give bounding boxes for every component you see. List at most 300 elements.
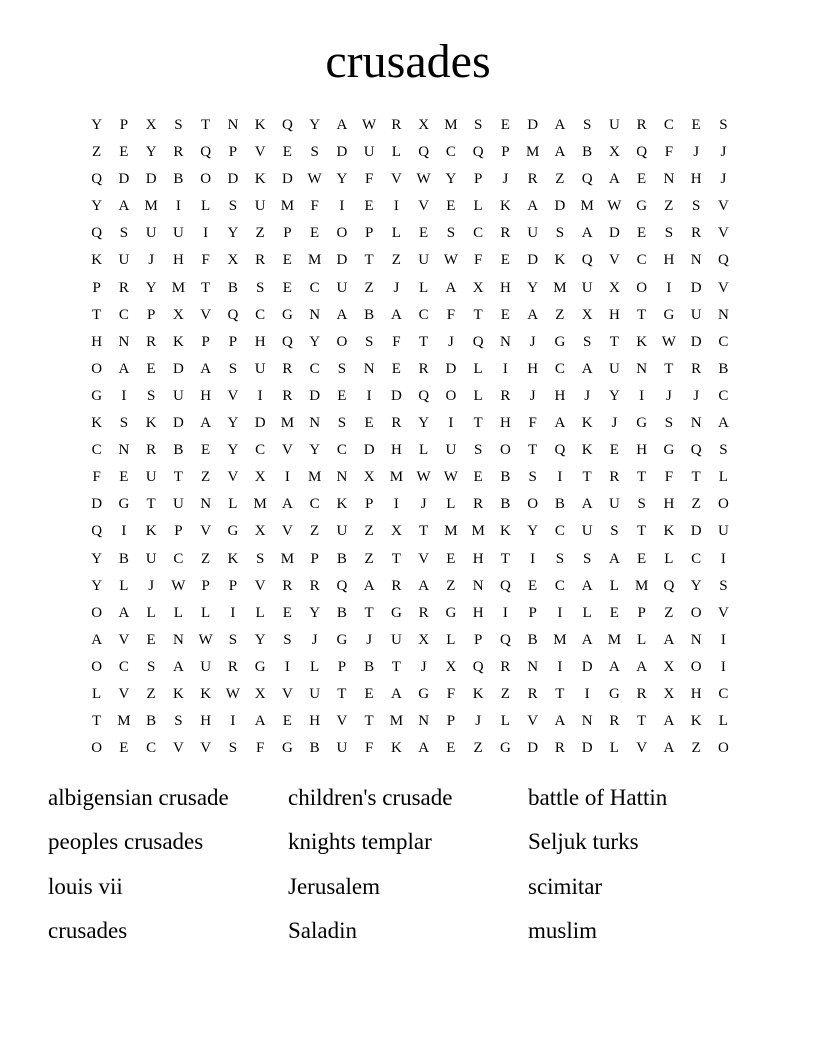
- grid-letter: I: [203, 225, 209, 242]
- word-list-item: knights templar: [288, 829, 432, 855]
- grid-letter: W: [225, 685, 240, 702]
- grid-letter: Q: [336, 577, 348, 594]
- grid-letter: I: [448, 415, 454, 432]
- grid-letter: A: [608, 658, 620, 675]
- grid-letter: E: [609, 604, 619, 621]
- grid-letter: P: [446, 713, 456, 730]
- grid-letter: A: [336, 306, 348, 323]
- grid-letter: O: [690, 658, 702, 675]
- grid-letter: L: [473, 360, 483, 377]
- grid-letter: X: [254, 469, 266, 486]
- grid-letter: N: [309, 306, 321, 323]
- grid-letter: Y: [690, 577, 702, 594]
- grid-letter: N: [363, 360, 375, 377]
- grid-letter: M: [307, 252, 322, 269]
- grid-letter: E: [337, 387, 347, 404]
- grid-letter: Z: [364, 279, 374, 296]
- grid-letter: L: [146, 604, 156, 621]
- grid-letter: G: [499, 740, 511, 757]
- grid-letter: M: [553, 631, 567, 648]
- grid-letter: S: [446, 225, 456, 242]
- grid-letter: P: [201, 577, 210, 594]
- grid-letter: V: [200, 523, 212, 540]
- grid-letter: T: [201, 279, 211, 296]
- grid-letter: A: [390, 306, 402, 323]
- grid-letter: Y: [527, 523, 539, 540]
- grid-letter: R: [282, 387, 293, 404]
- grid-letter: V: [172, 740, 184, 757]
- grid-letter: Q: [690, 442, 702, 459]
- grid-letter: N: [172, 631, 184, 648]
- grid-letter: C: [718, 387, 729, 404]
- grid-letter: S: [637, 496, 646, 513]
- grid-letter: T: [500, 550, 510, 567]
- grid-letter: X: [663, 658, 675, 675]
- grid-letter: T: [473, 306, 483, 323]
- grid-letter: A: [608, 171, 620, 188]
- grid-letter: B: [227, 279, 238, 296]
- grid-letter: V: [527, 713, 539, 730]
- grid-letter: F: [446, 306, 456, 323]
- grid-letter: G: [636, 198, 648, 215]
- grid-letter: R: [554, 740, 565, 757]
- grid-letter: S: [691, 198, 701, 215]
- grid-letter: Z: [691, 740, 701, 757]
- grid-letter: U: [145, 225, 157, 242]
- grid-letter: T: [92, 713, 102, 730]
- grid-letter: B: [582, 144, 593, 161]
- grid-letter: D: [445, 360, 457, 377]
- grid-letter: M: [634, 577, 649, 594]
- grid-letter: L: [201, 198, 211, 215]
- grid-letter: A: [663, 631, 675, 648]
- grid-letter: N: [200, 496, 212, 513]
- grid-letter: I: [257, 387, 263, 404]
- grid-letter: P: [364, 496, 374, 513]
- grid-letter: E: [500, 117, 510, 133]
- grid-letter: U: [608, 496, 620, 513]
- grid-letter: L: [255, 604, 265, 621]
- grid-letter: V: [418, 550, 430, 567]
- grid-letter: M: [525, 144, 540, 161]
- grid-letter: U: [145, 469, 157, 486]
- grid-letter: F: [392, 333, 401, 350]
- grid-letter: V: [717, 198, 729, 215]
- grid-letter: W: [443, 469, 458, 486]
- grid-letter: B: [500, 469, 511, 486]
- grid-letter: S: [228, 360, 238, 377]
- grid-letter: I: [121, 387, 127, 404]
- grid-letter: D: [309, 387, 321, 404]
- grid-letter: T: [609, 333, 619, 350]
- grid-letter: A: [281, 496, 293, 513]
- grid-letter: M: [280, 415, 295, 432]
- grid-letter: D: [690, 279, 702, 296]
- grid-letter: X: [145, 117, 157, 133]
- grid-letter: U: [527, 225, 539, 242]
- grid-letter: N: [527, 658, 539, 675]
- grid-letter: B: [118, 550, 129, 567]
- grid-letter: U: [336, 279, 348, 296]
- grid-letter: M: [580, 198, 594, 215]
- grid-letter: Q: [472, 333, 484, 350]
- grid-letter: C: [255, 306, 266, 323]
- page-title: crusades: [325, 35, 491, 88]
- grid-letter: F: [664, 144, 674, 161]
- grid-letter: O: [336, 225, 348, 242]
- grid-letter: N: [690, 252, 702, 269]
- grid-letter: V: [281, 685, 293, 702]
- grid-letter: Q: [499, 577, 511, 594]
- grid-letter: E: [282, 144, 292, 161]
- grid-letter: H: [636, 442, 648, 459]
- grid-letter: C: [718, 685, 729, 702]
- grid-letter: O: [636, 279, 648, 296]
- grid-letter: G: [445, 604, 457, 621]
- grid-letter: I: [502, 604, 508, 621]
- grid-letter: N: [663, 171, 675, 188]
- grid-letter: V: [118, 631, 130, 648]
- grid-letter: S: [228, 198, 238, 215]
- grid-letter: F: [310, 198, 319, 215]
- grid-letter: L: [446, 631, 456, 648]
- grid-letter: P: [637, 604, 646, 621]
- grid-letter: C: [554, 523, 565, 540]
- grid-letter: E: [282, 252, 292, 269]
- grid-letter: X: [227, 252, 239, 269]
- grid-letter: E: [146, 360, 156, 377]
- grid-letter: S: [337, 415, 347, 432]
- grid-letter: E: [691, 117, 701, 133]
- grid-letter: H: [91, 333, 103, 350]
- grid-letter: Y: [91, 550, 103, 567]
- grid-letter: U: [254, 360, 266, 377]
- grid-letter: B: [527, 631, 538, 648]
- grid-letter: T: [391, 550, 401, 567]
- grid-letter: R: [691, 225, 702, 242]
- grid-letter: C: [173, 550, 184, 567]
- grid-letter: Z: [201, 550, 211, 567]
- grid-letter: R: [500, 658, 511, 675]
- grid-letter: V: [254, 144, 266, 161]
- word-list-item: muslim: [528, 917, 598, 943]
- grid-letter: A: [172, 658, 184, 675]
- grid-letter: K: [581, 442, 593, 459]
- grid-letter: B: [336, 550, 347, 567]
- grid-letter: E: [473, 469, 483, 486]
- grid-letter: I: [366, 387, 372, 404]
- grid-letter: Y: [309, 442, 321, 459]
- grid-letter: Y: [91, 198, 103, 215]
- grid-letter: H: [309, 713, 321, 730]
- grid-letter: H: [200, 387, 212, 404]
- grid-letter: P: [473, 171, 483, 188]
- grid-letter: J: [148, 577, 155, 594]
- grid-letter: K: [91, 252, 103, 269]
- grid-letter: P: [473, 631, 483, 648]
- grid-letter: M: [307, 469, 322, 486]
- word-list: [48, 776, 768, 953]
- grid-letter: S: [310, 144, 319, 161]
- grid-letter: F: [528, 415, 537, 432]
- grid-letter: Z: [146, 685, 156, 702]
- grid-letter: U: [172, 387, 184, 404]
- grid-letter: A: [581, 225, 593, 242]
- grid-letter: I: [557, 469, 563, 486]
- grid-letter: W: [307, 171, 322, 188]
- grid-letter: Q: [717, 252, 729, 269]
- grid-letter: D: [608, 225, 620, 242]
- grid-letter: E: [364, 198, 374, 215]
- grid-letter: Q: [554, 442, 566, 459]
- grid-letter: L: [119, 577, 129, 594]
- grid-letter: X: [445, 658, 457, 675]
- grid-letter: O: [690, 604, 702, 621]
- grid-letter: L: [310, 658, 320, 675]
- grid-letter: L: [473, 387, 483, 404]
- grid-letter: Q: [581, 252, 593, 269]
- grid-letter: V: [200, 740, 212, 757]
- grid-letter: U: [363, 144, 375, 161]
- grid-letter: K: [254, 117, 266, 133]
- grid-letter: J: [502, 171, 509, 188]
- grid-letter: U: [390, 631, 402, 648]
- grid-letter: L: [228, 496, 238, 513]
- grid-letter: A: [118, 360, 130, 377]
- grid-letter: A: [254, 713, 266, 730]
- grid-letter: T: [555, 685, 565, 702]
- grid-letter: U: [445, 442, 457, 459]
- grid-letter: L: [609, 577, 619, 594]
- grid-letter: T: [337, 685, 347, 702]
- grid-letter: R: [227, 658, 238, 675]
- grid-letter: M: [117, 713, 131, 730]
- grid-letter: N: [118, 333, 130, 350]
- grid-letter: R: [146, 442, 157, 459]
- grid-letter: M: [171, 279, 186, 296]
- grid-letter: K: [636, 333, 648, 350]
- grid-letter: F: [255, 740, 265, 757]
- grid-letter: A: [554, 415, 566, 432]
- grid-letter: S: [337, 360, 347, 377]
- grid-letter: M: [553, 279, 567, 296]
- grid-letter: Z: [92, 144, 102, 161]
- grid-letter: J: [148, 252, 155, 269]
- grid-letter: V: [717, 279, 729, 296]
- grid-letter: K: [336, 496, 348, 513]
- grid-letter: B: [364, 306, 375, 323]
- grid-letter: Q: [91, 225, 103, 242]
- grid-letter: I: [230, 713, 236, 730]
- grid-letter: N: [636, 360, 648, 377]
- grid-letter: I: [284, 658, 290, 675]
- grid-letter: E: [364, 415, 374, 432]
- grid-letter: E: [146, 631, 156, 648]
- grid-letter: P: [337, 658, 347, 675]
- grid-letter: D: [527, 117, 539, 133]
- grid-letter: V: [281, 442, 293, 459]
- grid-letter: Z: [364, 523, 374, 540]
- grid-letter: J: [529, 387, 536, 404]
- grid-letter: Y: [91, 117, 103, 133]
- grid-letter: Q: [227, 306, 239, 323]
- grid-letter: V: [390, 171, 402, 188]
- grid-letter: L: [92, 685, 102, 702]
- grid-letter: C: [146, 740, 157, 757]
- grid-letter: C: [309, 360, 320, 377]
- grid-letter: D: [363, 442, 375, 459]
- grid-letter: R: [255, 252, 266, 269]
- grid-letter: A: [91, 631, 103, 648]
- grid-letter: D: [172, 360, 184, 377]
- grid-letter: U: [581, 279, 593, 296]
- grid-letter: J: [447, 333, 454, 350]
- grid-letter: W: [362, 117, 377, 133]
- grid-letter: U: [581, 523, 593, 540]
- grid-letter: B: [500, 496, 511, 513]
- grid-letter: X: [254, 523, 266, 540]
- grid-letter: Q: [91, 523, 103, 540]
- grid-letter: S: [228, 740, 238, 757]
- grid-letter: E: [282, 604, 292, 621]
- grid-letter: U: [254, 198, 266, 215]
- grid-letter: R: [418, 360, 429, 377]
- grid-letter: R: [146, 333, 157, 350]
- grid-letter: H: [690, 685, 702, 702]
- grid-letter: Q: [472, 658, 484, 675]
- grid-letter: H: [554, 387, 566, 404]
- grid-letter: T: [637, 306, 647, 323]
- grid-letter: N: [717, 306, 729, 323]
- grid-letter: Q: [499, 631, 511, 648]
- grid-letter: L: [718, 469, 728, 486]
- word-list-item: Jerusalem: [288, 873, 380, 899]
- grid-letter: D: [91, 496, 103, 513]
- grid-letter: W: [661, 333, 676, 350]
- grid-letter: T: [637, 523, 647, 540]
- grid-letter: X: [172, 306, 184, 323]
- grid-letter: C: [418, 306, 429, 323]
- grid-letter: K: [200, 685, 212, 702]
- grid-letter: N: [690, 415, 702, 432]
- grid-letter: J: [311, 631, 318, 648]
- grid-letter: Z: [664, 604, 674, 621]
- grid-letter: E: [282, 279, 292, 296]
- grid-letter: G: [91, 387, 103, 404]
- word-list-item: battle of Hattin: [528, 785, 668, 810]
- grid-letter: Y: [309, 333, 321, 350]
- grid-letter: P: [92, 279, 101, 296]
- grid-letter: G: [281, 740, 293, 757]
- grid-letter: T: [391, 658, 401, 675]
- grid-letter: J: [665, 387, 672, 404]
- grid-letter: D: [527, 252, 539, 269]
- grid-letter: Z: [364, 550, 374, 567]
- grid-letter: X: [663, 685, 675, 702]
- grid-letter: A: [527, 306, 539, 323]
- grid-letter: U: [336, 523, 348, 540]
- grid-letter: T: [146, 496, 156, 513]
- grid-letter: C: [473, 225, 484, 242]
- grid-letter: X: [254, 685, 266, 702]
- grid-letter: V: [118, 685, 130, 702]
- grid-letter: X: [363, 469, 375, 486]
- grid-letter: D: [172, 415, 184, 432]
- grid-letter: E: [637, 550, 647, 567]
- grid-letter: U: [608, 117, 620, 133]
- grid-letter: A: [445, 279, 457, 296]
- grid-letter: V: [254, 577, 266, 594]
- grid-letter: H: [172, 252, 184, 269]
- grid-letter: L: [582, 604, 592, 621]
- grid-letter: C: [718, 333, 729, 350]
- grid-letter: O: [527, 496, 539, 513]
- grid-letter: C: [445, 144, 456, 161]
- grid-letter: I: [639, 387, 645, 404]
- grid-letter: U: [145, 550, 157, 567]
- grid-letter: J: [720, 144, 727, 161]
- grid-letter: M: [607, 631, 622, 648]
- grid-letter: U: [309, 685, 321, 702]
- grid-letter: D: [581, 740, 593, 757]
- grid-letter: N: [309, 415, 321, 432]
- grid-letter: A: [363, 577, 375, 594]
- grid-letter: Q: [281, 117, 293, 133]
- grid-letter: E: [637, 171, 647, 188]
- grid-letter: Y: [91, 577, 103, 594]
- grid-letter: E: [119, 740, 129, 757]
- grid-letter: Y: [418, 415, 430, 432]
- grid-letter: Y: [254, 631, 266, 648]
- grid-letter: F: [364, 740, 374, 757]
- grid-letter: L: [419, 442, 429, 459]
- grid-letter: Y: [227, 415, 239, 432]
- grid-letter: R: [173, 144, 184, 161]
- grid-letter: D: [281, 171, 293, 188]
- grid-letter: T: [173, 469, 183, 486]
- grid-letter: H: [472, 604, 484, 621]
- grid-letter: Y: [309, 117, 321, 133]
- grid-letter: B: [718, 360, 729, 377]
- grid-letter: D: [254, 415, 266, 432]
- grid-letter: S: [664, 225, 674, 242]
- grid-letter: K: [145, 415, 157, 432]
- grid-letter: C: [309, 496, 320, 513]
- grid-letter: W: [171, 577, 186, 594]
- grid-letter: Z: [201, 469, 211, 486]
- grid-letter: S: [719, 442, 728, 459]
- grid-letter: S: [146, 658, 156, 675]
- grid-letter: E: [201, 442, 211, 459]
- grid-letter: G: [636, 415, 648, 432]
- grid-letter: S: [582, 550, 592, 567]
- grid-letter: S: [119, 415, 129, 432]
- grid-letter: F: [473, 252, 483, 269]
- grid-letter: L: [173, 604, 183, 621]
- grid-letter: K: [172, 685, 184, 702]
- grid-letter: D: [336, 252, 348, 269]
- grid-letter: K: [554, 252, 566, 269]
- grid-letter: S: [473, 117, 483, 133]
- grid-letter: J: [584, 387, 591, 404]
- grid-letter: V: [227, 387, 239, 404]
- grid-letter: V: [717, 604, 729, 621]
- grid-letter: C: [118, 658, 129, 675]
- grid-letter: R: [309, 577, 320, 594]
- grid-letter: S: [528, 469, 537, 486]
- grid-letter: R: [282, 577, 293, 594]
- grid-letter: S: [719, 577, 728, 594]
